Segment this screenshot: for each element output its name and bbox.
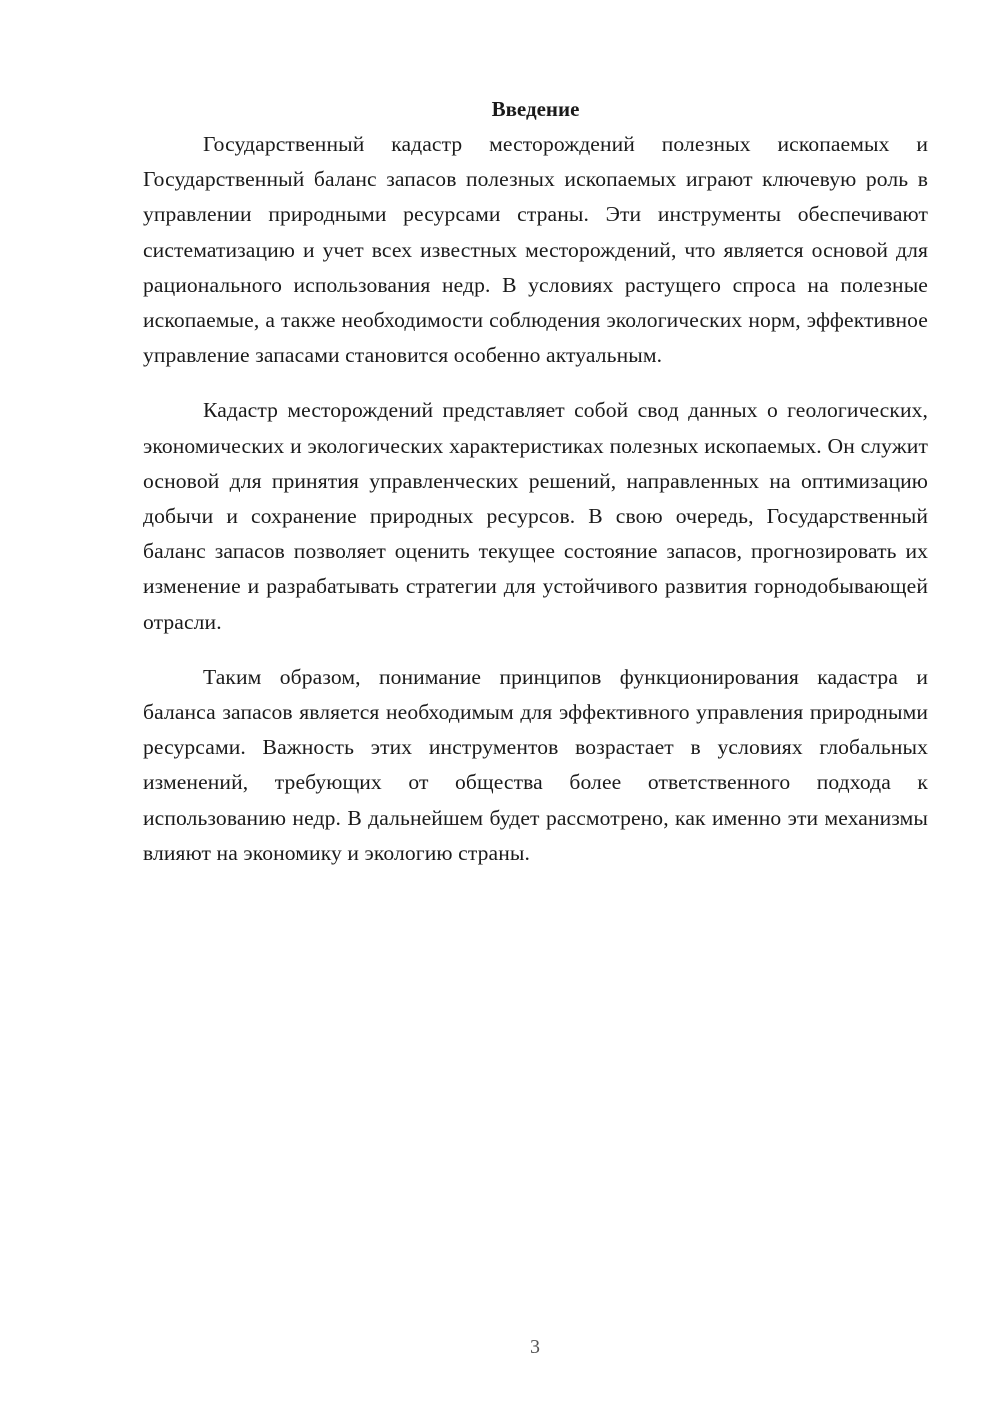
paragraph-gap [143, 373, 928, 393]
paragraph-1: Государственный кадастр месторождений полезных ископаемых и Государственный баланс запасов полезных ископаемых играют ключевую роль в управлении природными ресурсами страны. Эти инструменты обеспечивают систематизацию и учет всех известных месторождений, что является основой для рационального использования недр. В условиях растущего спроса на полезные ископаемые, а также необходимости соблюдения экологических норм, эффективное управление запасами становится особенно актуальным. [143, 132, 928, 368]
paragraph-3: Таким образом, понимание принципов функционирования кадастра и баланса запасов является необходимым для эффективного управления природными ресурсами. Важность этих инструментов возрастает в условиях глобальных изменений, требующих от общества более ответственного подхода к использованию недр. В дальнейшем будет рассмотрено, как именно эти механизмы влияют на экономику и экологию страны. [143, 664, 928, 865]
paragraph-gap [143, 640, 928, 660]
page-content [143, 92, 928, 871]
section-heading: Введение [491, 97, 580, 121]
paragraph-2: Кадастр месторождений представляет собой свод данных о геологических, экономических и экологических характеристиках полезных ископаемых. Он служит основой для принятия управленческих решений, направленных на оптимизацию добычи и сохранение природных ресурсов. В свою очередь, Государственный баланс запасов позволяет оценить текущее состояние запасов, прогнозировать их изменение и разрабатывать стратегии для устойчивого развития горнодобывающей отрасли. [143, 398, 928, 634]
page-number: 3 [530, 1336, 540, 1358]
